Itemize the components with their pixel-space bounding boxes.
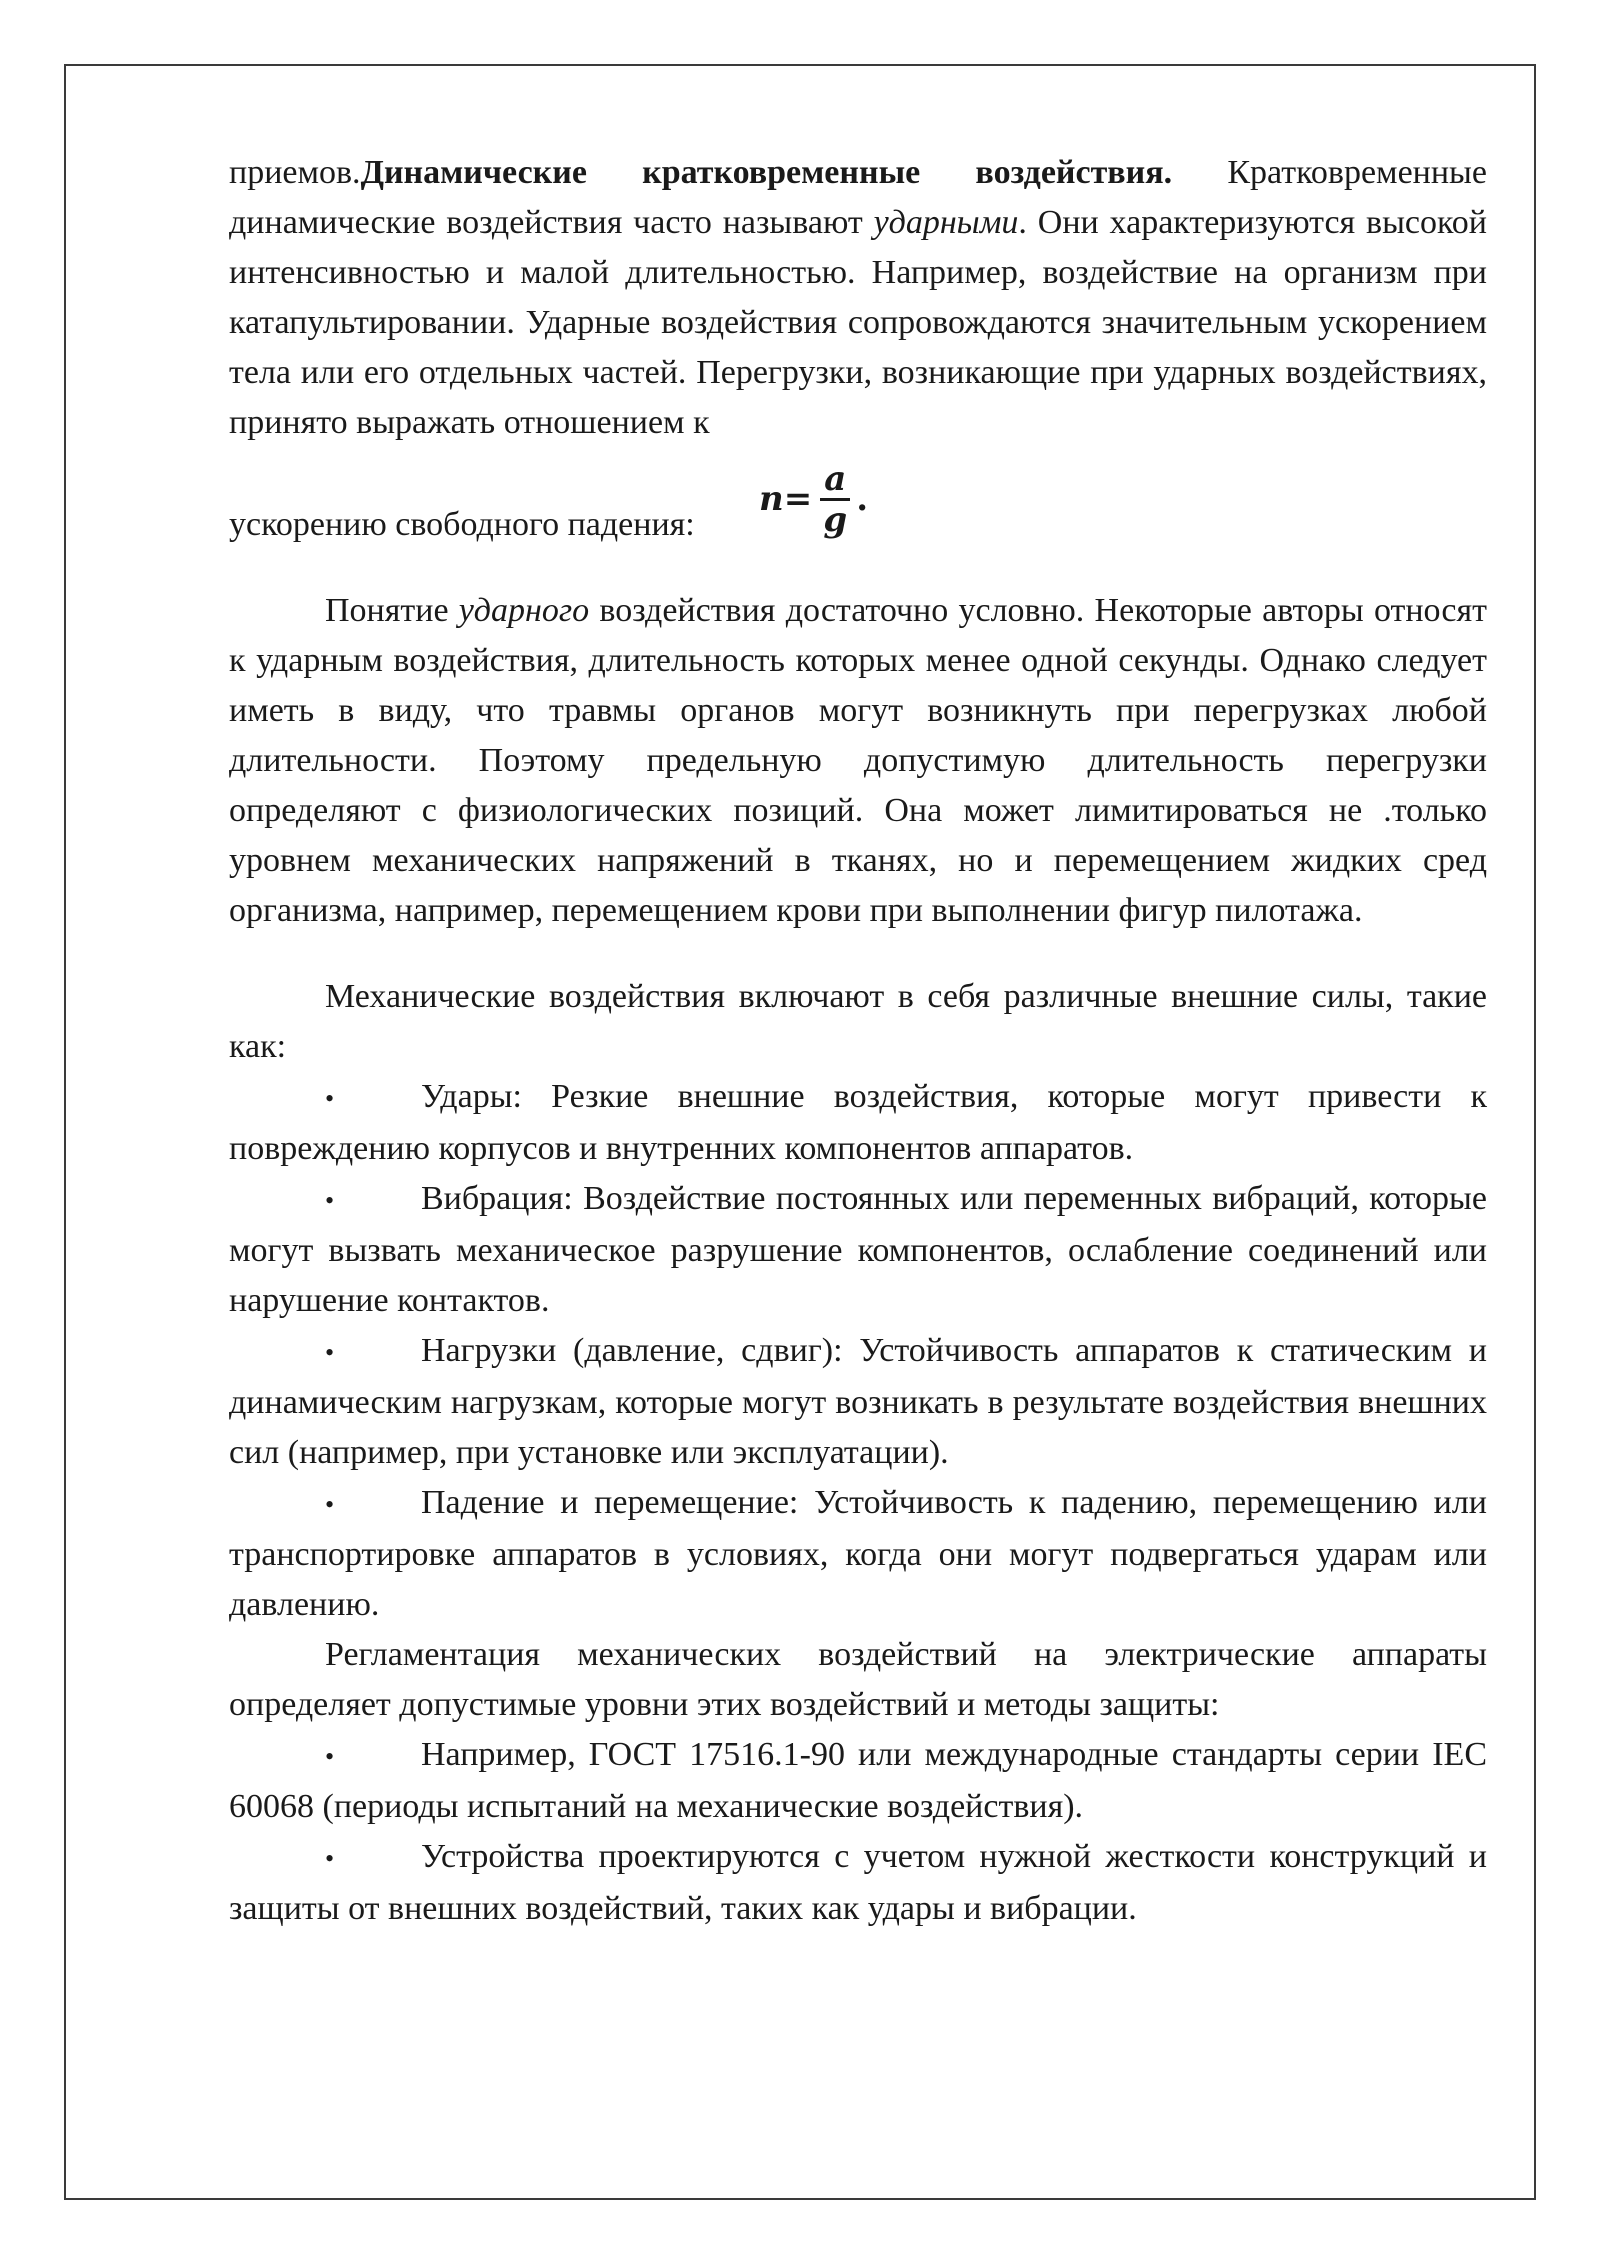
formula-lhs: n xyxy=(759,479,784,519)
list-item-text: Падение и перемещение: Устойчивость к падению, перемещению или транспортировке аппаратов в условиях, когда они могут подвергаться ударам или давлению. xyxy=(229,1484,1487,1623)
list-item xyxy=(229,1730,1487,1832)
formula-denominator: g xyxy=(823,499,848,540)
paragraph-lead: приемов. xyxy=(229,154,361,191)
paragraph-dynamic-impacts xyxy=(229,148,1487,448)
list-item xyxy=(229,1478,1487,1630)
list-item-text: Нагрузки (давление, сдвиг): Устойчивость аппаратов к статическим и динамическим нагрузкам, которые могут возникать в результате воздействия внешних сил (например, при установке или эксплуатации). xyxy=(229,1332,1487,1471)
formula-period: . xyxy=(856,479,869,519)
bullet-icon xyxy=(325,1328,421,1378)
heading-dynamic-impacts: Динамические кратковременные воздействия. xyxy=(360,154,1173,191)
bullet-icon xyxy=(325,1834,421,1884)
paragraph-text: Кратковременные динамические воздействия часто называют xyxy=(229,154,1487,241)
paragraph-impact-concept xyxy=(229,586,1487,936)
paragraph-text: . Они характеризуются высокой интенсивностью и малой длительностью. Например, воздействие на организм при катапультировании. Ударные воздействия сопровождаются значительным ускорением тела или его отдельных частей. Перегрузки, возникающие при ударных воздействиях, принято выражать отношением к xyxy=(229,204,1487,441)
paragraph-text: воздействия достаточно условно. Некоторые авторы относят к ударным воздействия, длительность которых менее одной секунды. Однако следует иметь в виду, что травмы органов могут возникнуть при перегрузках любой длительности. Поэтому предельную допустимую длительность перегрузки определяют с физиологических позиций. Она может лимитироваться не .только уровнем механических напряжений в тканях, но и перемещением жидких сред организма, например, перемещением крови при выполнении фигур пилотажа. xyxy=(229,592,1487,929)
list-item xyxy=(229,1072,1487,1174)
list-item-text: Например, ГОСТ 17516.1-90 или международные стандарты серии IEC 60068 (периоды испытаний на механические воздействия). xyxy=(229,1736,1487,1825)
list-item-text: Вибрация: Воздействие постоянных или переменных вибраций, которые могут вызвать механическое разрушение компонентов, ослабление соединений или нарушение контактов. xyxy=(229,1180,1487,1319)
formula-line xyxy=(229,454,1487,550)
formula-numerator: a xyxy=(820,460,850,501)
bullet-icon xyxy=(325,1074,421,1124)
term-udarnogo: ударного xyxy=(458,592,590,629)
list-item-text: Удары: Резкие внешние воздействия, которые могут привести к повреждению корпусов и внутренних компонентов аппаратов. xyxy=(229,1078,1487,1167)
bullet-icon xyxy=(325,1480,421,1530)
term-udarnymi: ударными xyxy=(873,204,1019,241)
paragraph-text: Понятие xyxy=(325,592,459,629)
document-body xyxy=(229,148,1487,1934)
formula-fraction xyxy=(820,460,850,539)
overload-formula xyxy=(759,454,868,544)
list-item xyxy=(229,1174,1487,1326)
list-item-text: Устройства проектируются с учетом нужной жесткости конструкций и защиты от внешних воздействий, таких как удары и вибрации. xyxy=(229,1838,1487,1927)
formula-caption: ускорению свободного падения: xyxy=(229,506,695,543)
bullet-icon xyxy=(325,1732,421,1782)
paragraph-mechanical-impacts: Механические воздействия включают в себя различные внешние силы, такие как: xyxy=(229,978,1487,1065)
paragraph-regulation: Регламентация механических воздействий на электрические аппараты определяет допустимые уровни этих воздействий и методы защиты: xyxy=(229,1636,1487,1723)
list-item xyxy=(229,1326,1487,1478)
list-item xyxy=(229,1832,1487,1934)
formula-equals: = xyxy=(783,479,813,519)
bullet-icon xyxy=(325,1176,421,1226)
